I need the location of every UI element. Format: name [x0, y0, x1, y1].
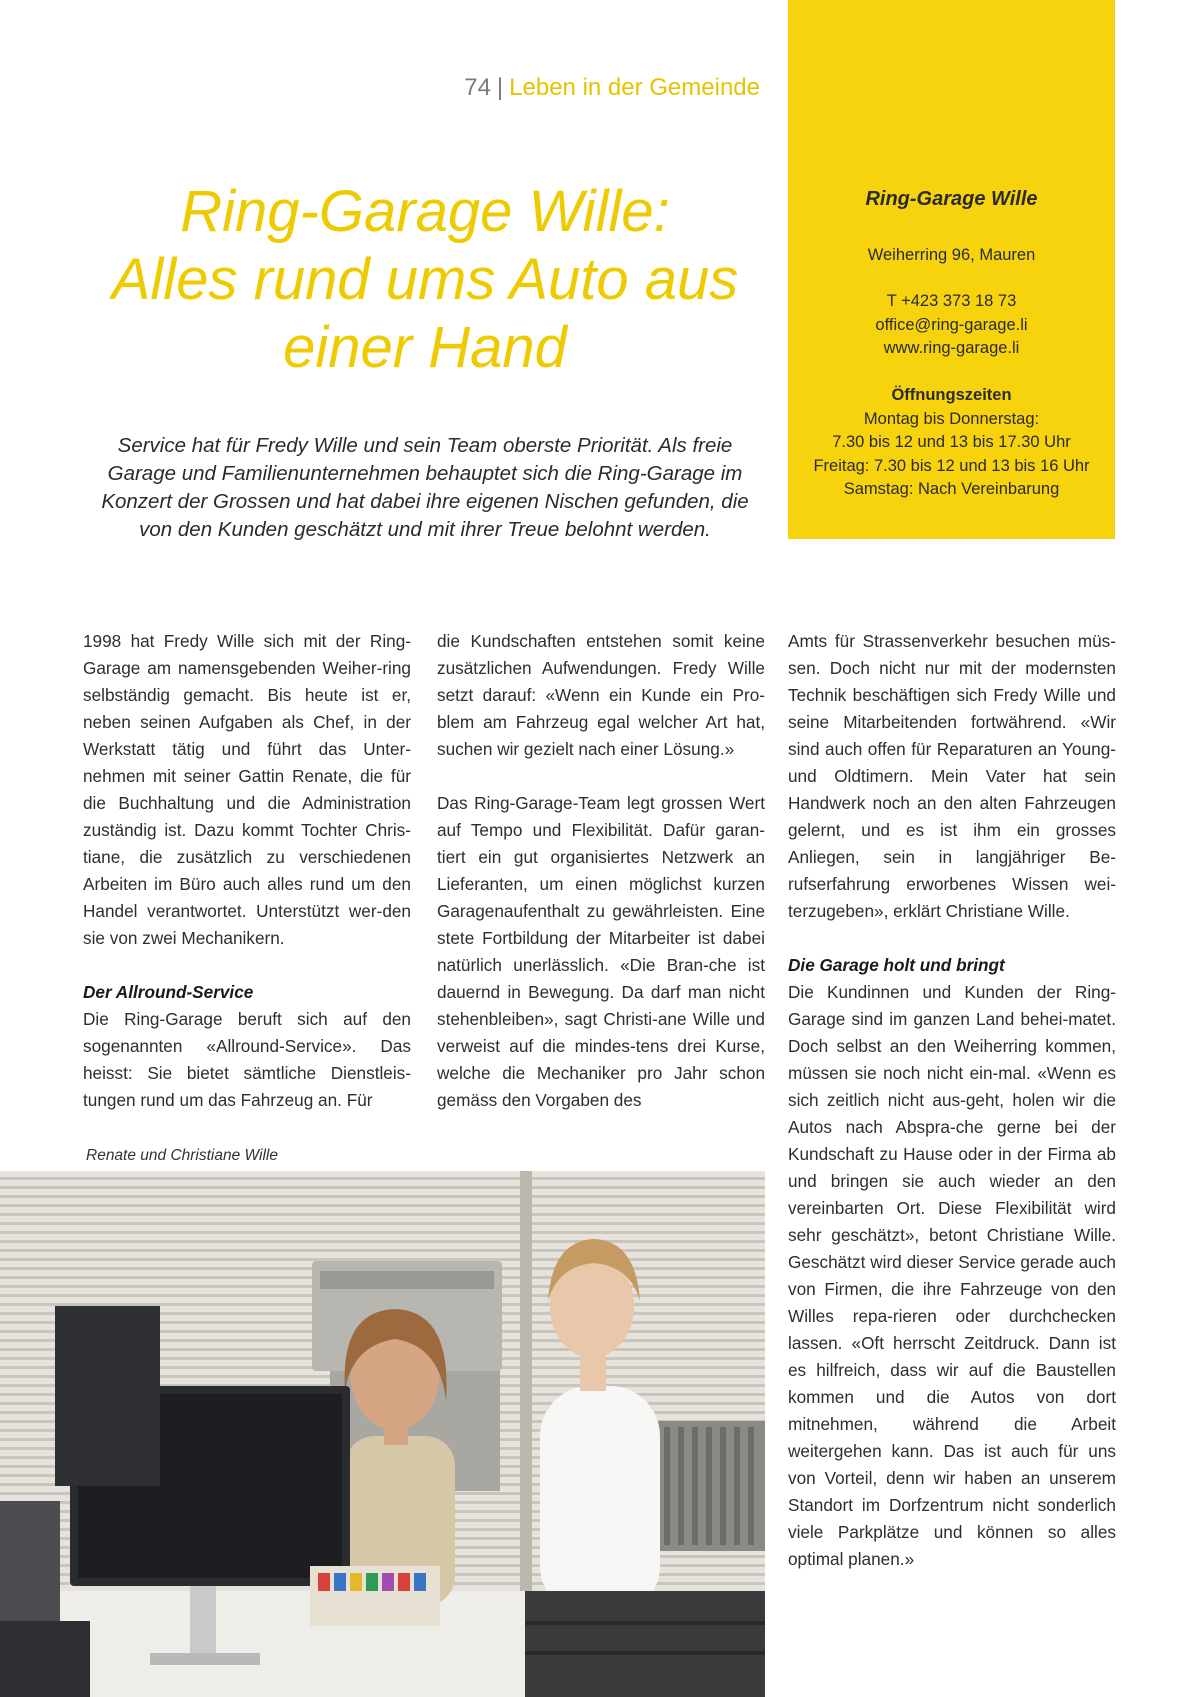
section-title: Leben in der Gemeinde — [509, 74, 760, 101]
office-scene-illustration — [0, 1171, 765, 1697]
title-line: einer Hand — [283, 315, 567, 380]
paragraph: Die Kundinnen und Kunden der Ring-Garage sind im ganzen Land behei-matet. Doch selbst an den Weiherring kommen, müssen sie noch nicht ein-mal. «Wenn es sich zeitlich nicht aus-geht, holen wir die Autos nach Abspra-che gerne bei der Kundschaft zu Hause oder in der Firma ab und bringen sie auch wieder an den vereinbarten Ort. Diese Flexibilität wird sehr geschätzt», betont Christiane Wille. Geschätzt wird dieser Service gerade auch von Firmen, die ihre Fahrzeuge von den Willes repa-rieren oder durchchecken lassen. «Oft herrscht Zeitdruck. Dann ist es hilfreich, dass wir auf die Baustellen kommen und die Autos von dort mitnehmen, während die Arbeit weitergehen kann. Das ist auch für uns von Vorteil, denn wir haben an unserem Standort im Dorfzentrum nicht sonderlich viele Parkplätze und können so alles optimal planen.» — [788, 982, 1116, 1569]
desk-boxes — [525, 1591, 765, 1697]
paragraph: Das Ring-Garage-Team legt grossen Wert auf Tempo und Flexibilität. Dafür garan-tiert ein gut organisiertes Netzwerk an Lieferanten, um einen möglichst kurzen Garagenaufenthalt zu gewährleisten. Eine stete Fortbildung der Mitarbeiter ist dabei natürlich unerlässlich. «Die Bran-che ist dauernd in Bewegung. Da darf man nicht stehenbleiben», sagt Christi-ane Wille und verweist auf die mindes-tens drei Kurse, welche die Mechaniker pro Jahr schon gemäss den Vorgaben des — [437, 793, 765, 1110]
title-line: Alles rund ums Auto aus — [111, 247, 739, 312]
person-renate — [345, 1309, 455, 1606]
title-line: Ring-Garage Wille: — [180, 179, 670, 244]
hours-heading: Öffnungszeiten — [891, 386, 1012, 404]
device — [0, 1621, 90, 1697]
info-phone: T +423 373 18 73 — [886, 292, 1017, 310]
paragraph: Die Ring-Garage beruft sich auf den sogenannten «Allround-Service». Das heisst: Sie bietet sämtliche Dienstleis-tungen rund um das Fahrzeug an. Für — [83, 1009, 411, 1110]
photo-caption: Renate und Christiane Wille — [86, 1147, 278, 1164]
lead-line: von den Kunden geschätzt und mit ihrer Treue belohnt werden. — [139, 518, 711, 541]
info-company-name: Ring-Garage Wille — [865, 188, 1038, 210]
lead-line: Service hat für Fredy Wille und sein Team oberste Priorität. Als freie — [117, 434, 733, 457]
info-address: Weiherring 96, Mauren — [867, 246, 1036, 264]
text-column-2 — [437, 628, 765, 1114]
hours-line: Montag bis Donnerstag: — [863, 409, 1040, 428]
text-column-1 — [83, 628, 411, 1114]
card-holder — [310, 1566, 440, 1626]
text-column-3 — [788, 628, 1116, 1573]
subheading: Der Allround-Service — [83, 982, 254, 1002]
paragraph: die Kundschaften entstehen somit keine zusätzlichen Aufwendungen. Fredy Wille setzt darauf: «Wenn ein Kunde ein Pro-blem am Fahrzeug egal welcher Art hat, suchen wir gezielt nach einer Lösung.» — [437, 631, 765, 759]
hours-line: Freitag: 7.30 bis 12 und 13 bis 16 Uhr — [813, 456, 1090, 475]
info-email[interactable]: office@ring-garage.li — [875, 315, 1028, 334]
article-title — [60, 178, 790, 382]
paragraph: 1998 hat Fredy Wille sich mit der Ring-Garage am namensgebenden Weiher-ring selbständig gemacht. Bis heute ist er, neben seinen Aufgaben als Chef, in der Werkstatt tätig und führt das Unter-nehmen mit seiner Gattin Renate, die für die Buchhaltung und die Administration zuständig ist. Dazu kommt Tochter Chris-tiane, die zusätzlich zu verschiedenen Arbeiten im Büro auch alles rund um den Handel verantwortet. Unterstützt wer-den sie von zwei Mechanikern. — [83, 631, 411, 948]
paragraph: Amts für Strassenverkehr besuchen müs-sen. Doch nicht nur mit der modernsten Technik beschäftigen sich Fredy Wille und seine Mitarbeitenden fortwährend. «Wir sind auch offen für Reparaturen an Young- und Oldtimern. Mein Vater hat sein Handwerk noch an den alten Fahrzeugen gelernt, und es ist ihm ein grosses Anliegen, sein in langjähriger Be-rufserfahrung erworbenes Wissen wei-terzugeben», erklärt Christiane Wille. — [788, 631, 1116, 921]
info-box — [788, 0, 1115, 539]
article-photo — [0, 1171, 765, 1697]
header-separator: | — [496, 74, 504, 101]
info-opening-hours — [788, 384, 1115, 502]
page-number: 74 — [464, 74, 491, 101]
info-website[interactable]: www.ring-garage.li — [883, 339, 1020, 357]
page-header — [464, 74, 760, 102]
shelf — [0, 1501, 60, 1621]
subheading: Die Garage holt und bringt — [788, 955, 1005, 975]
lead-line: Konzert der Grossen und hat dabei ihre eigenen Nischen gefunden, die — [101, 490, 749, 513]
second-monitor — [55, 1306, 160, 1486]
hours-line: 7.30 bis 12 und 13 bis 17.30 Uhr — [832, 433, 1071, 451]
info-contact — [788, 290, 1115, 361]
lead-line: Garage und Familienunternehmen behauptet sich die Ring-Garage im — [107, 462, 743, 485]
article-lead — [60, 432, 790, 544]
hours-line: Samstag: Nach Vereinbarung — [843, 480, 1060, 498]
